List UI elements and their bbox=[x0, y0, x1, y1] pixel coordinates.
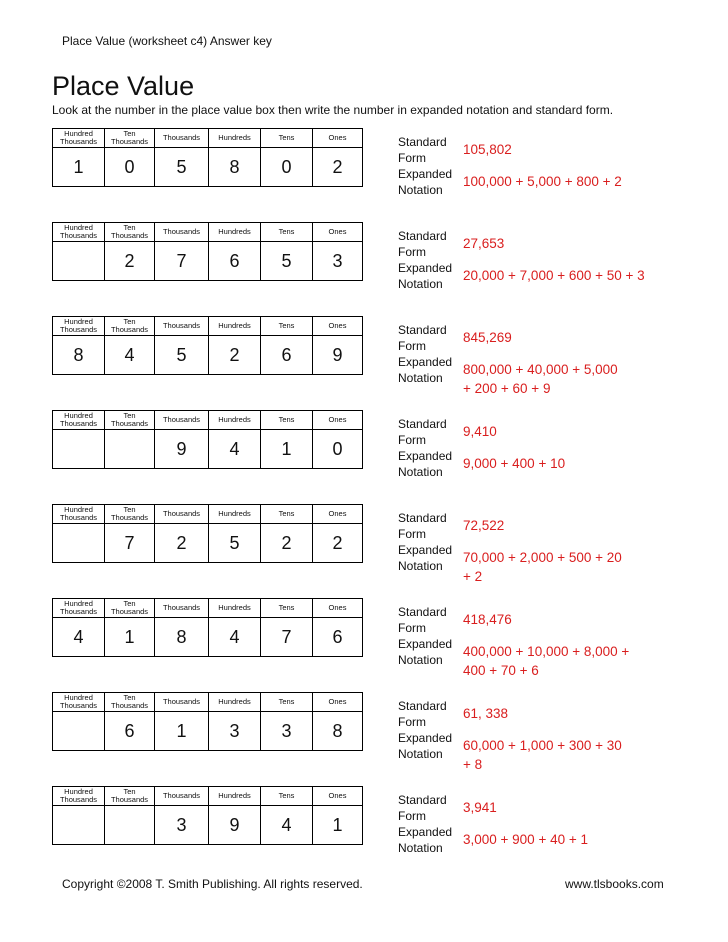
column-header-thousands: Thousands bbox=[155, 599, 209, 618]
column-header-thousands: Thousands bbox=[155, 411, 209, 430]
digit-hundred-thousands bbox=[53, 524, 105, 563]
column-header-hundred-thousands: Hundred Thousands bbox=[53, 505, 105, 524]
digit-tens: 6 bbox=[261, 336, 313, 375]
column-header-hundreds: Hundreds bbox=[209, 317, 261, 336]
column-header-ones: Ones bbox=[313, 693, 363, 712]
column-header-ten-thousands: Ten Thousands bbox=[105, 599, 155, 618]
expanded-notation-label: Expanded Notation bbox=[398, 355, 453, 385]
digit-hundred-thousands bbox=[53, 712, 105, 751]
digit-thousands: 9 bbox=[155, 430, 209, 469]
standard-form-label: Standard Form bbox=[398, 417, 447, 447]
column-header-hundreds: Hundreds bbox=[209, 693, 261, 712]
column-header-ones: Ones bbox=[313, 223, 363, 242]
column-header-ones: Ones bbox=[313, 317, 363, 336]
column-header-ten-thousands: Ten Thousands bbox=[105, 317, 155, 336]
expanded-line: 400 + 70 + 6 bbox=[463, 663, 539, 678]
standard-form-answer: 845,269 bbox=[463, 330, 512, 345]
expanded-line: 9,000 + 400 + 10 bbox=[463, 456, 566, 471]
place-value-table bbox=[52, 504, 363, 563]
expanded-notation-answer bbox=[463, 830, 588, 849]
place-value-table bbox=[52, 128, 363, 187]
standard-form-answer: 3,941 bbox=[463, 800, 497, 815]
digit-ten-thousands: 7 bbox=[105, 524, 155, 563]
digit-hundred-thousands bbox=[53, 806, 105, 845]
digit-ones: 9 bbox=[313, 336, 363, 375]
page-title: Place Value bbox=[52, 71, 195, 101]
standard-form-label: Standard Form bbox=[398, 229, 447, 259]
place-value-table bbox=[52, 410, 363, 469]
place-value-table bbox=[52, 222, 363, 281]
worksheet-header: Place Value (worksheet c4) Answer key bbox=[62, 34, 272, 48]
digit-thousands: 3 bbox=[155, 806, 209, 845]
column-header-hundred-thousands: Hundred Thousands bbox=[53, 787, 105, 806]
digit-hundred-thousands: 4 bbox=[53, 618, 105, 657]
digit-hundred-thousands: 1 bbox=[53, 148, 105, 187]
place-value-table bbox=[52, 598, 363, 657]
column-header-hundred-thousands: Hundred Thousands bbox=[53, 317, 105, 336]
column-header-tens: Tens bbox=[261, 129, 313, 148]
digit-ones: 6 bbox=[313, 618, 363, 657]
column-header-tens: Tens bbox=[261, 599, 313, 618]
problem-7 bbox=[0, 692, 728, 772]
column-header-thousands: Thousands bbox=[155, 787, 209, 806]
digit-tens: 1 bbox=[261, 430, 313, 469]
place-value-table bbox=[52, 316, 363, 375]
expanded-line: 20,000 + 7,000 + 600 + 50 + 3 bbox=[463, 268, 645, 283]
column-header-hundred-thousands: Hundred Thousands bbox=[53, 599, 105, 618]
column-header-ten-thousands: Ten Thousands bbox=[105, 505, 155, 524]
column-header-ten-thousands: Ten Thousands bbox=[105, 223, 155, 242]
expanded-notation-label: Expanded Notation bbox=[398, 543, 453, 573]
digit-hundreds: 8 bbox=[209, 148, 261, 187]
expanded-line: 400,000 + 10,000 + 8,000 + bbox=[463, 644, 630, 659]
digit-hundreds: 4 bbox=[209, 430, 261, 469]
expanded-line: 800,000 + 40,000 + 5,000 bbox=[463, 362, 618, 377]
digit-ones: 8 bbox=[313, 712, 363, 751]
column-header-tens: Tens bbox=[261, 505, 313, 524]
column-header-tens: Tens bbox=[261, 411, 313, 430]
standard-form-answer: 27,653 bbox=[463, 236, 505, 251]
digit-tens: 5 bbox=[261, 242, 313, 281]
column-header-tens: Tens bbox=[261, 317, 313, 336]
expanded-line: + 2 bbox=[463, 569, 483, 584]
expanded-notation-answer bbox=[463, 266, 645, 285]
digit-ten-thousands bbox=[105, 430, 155, 469]
digit-ten-thousands: 2 bbox=[105, 242, 155, 281]
column-header-hundred-thousands: Hundred Thousands bbox=[53, 129, 105, 148]
expanded-notation-answer bbox=[463, 548, 622, 586]
expanded-line: 60,000 + 1,000 + 300 + 30 bbox=[463, 738, 622, 753]
column-header-hundred-thousands: Hundred Thousands bbox=[53, 411, 105, 430]
column-header-thousands: Thousands bbox=[155, 505, 209, 524]
standard-form-answer: 72,522 bbox=[463, 518, 505, 533]
expanded-notation-answer bbox=[463, 736, 622, 774]
place-value-table bbox=[52, 786, 363, 845]
digit-ones: 2 bbox=[313, 148, 363, 187]
problem-5 bbox=[0, 504, 728, 584]
digit-thousands: 2 bbox=[155, 524, 209, 563]
column-header-thousands: Thousands bbox=[155, 317, 209, 336]
column-header-ones: Ones bbox=[313, 787, 363, 806]
digit-ten-thousands: 6 bbox=[105, 712, 155, 751]
expanded-notation-label: Expanded Notation bbox=[398, 449, 453, 479]
column-header-hundreds: Hundreds bbox=[209, 129, 261, 148]
digit-hundreds: 9 bbox=[209, 806, 261, 845]
column-header-hundreds: Hundreds bbox=[209, 505, 261, 524]
column-header-hundreds: Hundreds bbox=[209, 411, 261, 430]
expanded-line: 3,000 + 900 + 40 + 1 bbox=[463, 832, 588, 847]
column-header-thousands: Thousands bbox=[155, 693, 209, 712]
digit-ones: 2 bbox=[313, 524, 363, 563]
digit-ten-thousands: 1 bbox=[105, 618, 155, 657]
standard-form-answer: 9,410 bbox=[463, 424, 497, 439]
digit-ten-thousands: 4 bbox=[105, 336, 155, 375]
place-value-table bbox=[52, 692, 363, 751]
column-header-ones: Ones bbox=[313, 411, 363, 430]
digit-ones: 3 bbox=[313, 242, 363, 281]
problem-1 bbox=[0, 128, 728, 208]
digit-tens: 4 bbox=[261, 806, 313, 845]
column-header-thousands: Thousands bbox=[155, 223, 209, 242]
column-header-hundreds: Hundreds bbox=[209, 599, 261, 618]
column-header-ten-thousands: Ten Thousands bbox=[105, 693, 155, 712]
expanded-notation-label: Expanded Notation bbox=[398, 167, 453, 197]
digit-hundred-thousands: 8 bbox=[53, 336, 105, 375]
standard-form-label: Standard Form bbox=[398, 323, 447, 353]
problem-3 bbox=[0, 316, 728, 396]
website: www.tlsbooks.com bbox=[565, 877, 664, 891]
column-header-tens: Tens bbox=[261, 223, 313, 242]
expanded-line: + 8 bbox=[463, 757, 483, 772]
digit-thousands: 5 bbox=[155, 336, 209, 375]
digit-ones: 1 bbox=[313, 806, 363, 845]
standard-form-answer: 61, 338 bbox=[463, 706, 509, 721]
digit-hundreds: 3 bbox=[209, 712, 261, 751]
digit-hundred-thousands bbox=[53, 430, 105, 469]
digit-hundreds: 6 bbox=[209, 242, 261, 281]
digit-tens: 0 bbox=[261, 148, 313, 187]
column-header-ten-thousands: Ten Thousands bbox=[105, 787, 155, 806]
column-header-ten-thousands: Ten Thousands bbox=[105, 129, 155, 148]
column-header-tens: Tens bbox=[261, 787, 313, 806]
digit-thousands: 5 bbox=[155, 148, 209, 187]
expanded-notation-answer bbox=[463, 454, 565, 473]
expanded-line: + 200 + 60 + 9 bbox=[463, 381, 551, 396]
standard-form-label: Standard Form bbox=[398, 793, 447, 823]
column-header-tens: Tens bbox=[261, 693, 313, 712]
problem-6 bbox=[0, 598, 728, 678]
digit-ten-thousands bbox=[105, 806, 155, 845]
problem-4 bbox=[0, 410, 728, 490]
instructions: Look at the number in the place value box then write the number in expanded notation and standard form. bbox=[52, 103, 614, 117]
expanded-line: 100,000 + 5,000 + 800 + 2 bbox=[463, 174, 622, 189]
digit-tens: 3 bbox=[261, 712, 313, 751]
expanded-notation-answer bbox=[463, 360, 618, 398]
column-header-hundred-thousands: Hundred Thousands bbox=[53, 223, 105, 242]
expanded-notation-answer bbox=[463, 642, 629, 680]
expanded-notation-answer bbox=[463, 172, 622, 191]
column-header-ones: Ones bbox=[313, 505, 363, 524]
expanded-notation-label: Expanded Notation bbox=[398, 825, 453, 855]
copyright: Copyright ©2008 T. Smith Publishing. All rights reserved. bbox=[62, 877, 363, 891]
digit-tens: 2 bbox=[261, 524, 313, 563]
expanded-notation-label: Expanded Notation bbox=[398, 637, 453, 667]
problem-8 bbox=[0, 786, 728, 866]
column-header-ones: Ones bbox=[313, 599, 363, 618]
standard-form-label: Standard Form bbox=[398, 699, 447, 729]
standard-form-label: Standard Form bbox=[398, 135, 447, 165]
standard-form-answer: 418,476 bbox=[463, 612, 512, 627]
expanded-notation-label: Expanded Notation bbox=[398, 261, 453, 291]
standard-form-answer: 105,802 bbox=[463, 142, 512, 157]
digit-hundred-thousands bbox=[53, 242, 105, 281]
column-header-hundred-thousands: Hundred Thousands bbox=[53, 693, 105, 712]
column-header-thousands: Thousands bbox=[155, 129, 209, 148]
column-header-ones: Ones bbox=[313, 129, 363, 148]
expanded-notation-label: Expanded Notation bbox=[398, 731, 453, 761]
digit-ten-thousands: 0 bbox=[105, 148, 155, 187]
digit-hundreds: 2 bbox=[209, 336, 261, 375]
standard-form-label: Standard Form bbox=[398, 511, 447, 541]
digit-ones: 0 bbox=[313, 430, 363, 469]
digit-thousands: 1 bbox=[155, 712, 209, 751]
column-header-hundreds: Hundreds bbox=[209, 787, 261, 806]
column-header-hundreds: Hundreds bbox=[209, 223, 261, 242]
digit-hundreds: 4 bbox=[209, 618, 261, 657]
digit-thousands: 7 bbox=[155, 242, 209, 281]
digit-thousands: 8 bbox=[155, 618, 209, 657]
standard-form-label: Standard Form bbox=[398, 605, 447, 635]
problem-2 bbox=[0, 222, 728, 302]
digit-hundreds: 5 bbox=[209, 524, 261, 563]
digit-tens: 7 bbox=[261, 618, 313, 657]
expanded-line: 70,000 + 2,000 + 500 + 20 bbox=[463, 550, 622, 565]
column-header-ten-thousands: Ten Thousands bbox=[105, 411, 155, 430]
